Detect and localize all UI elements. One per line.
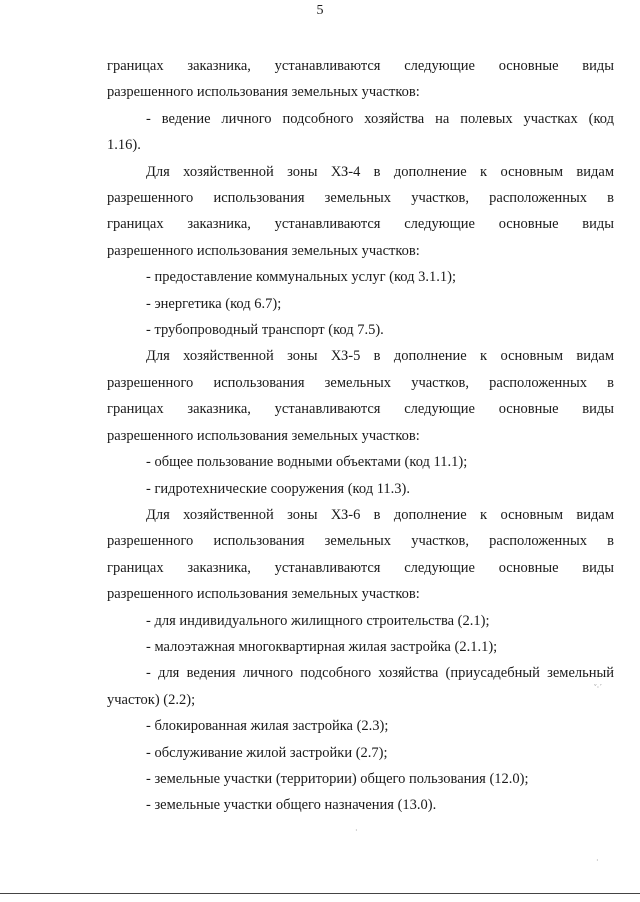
text-line: границах заказника, устанавливаются следующие основные виды [107, 401, 614, 418]
text-line: разрешенного использования земельных участков: [107, 242, 420, 259]
text-line: участок) (2.2); [107, 691, 196, 708]
text-line: границах заказника, устанавливаются следующие основные виды [107, 216, 614, 233]
text-line: разрешенного использования земельных участков: [107, 586, 420, 603]
scan-speck: ˇ·ˊ [594, 683, 602, 692]
text-line: разрешенного использования земельных участков, расположенных в [107, 533, 614, 550]
list-item: - земельные участки общего назначения (13.0). [146, 797, 437, 814]
list-item: - ведение личного подсобного хозяйства на полевых участках (код [146, 110, 614, 127]
text-line: разрешенного использования земельных участков: [107, 84, 420, 101]
scan-speck: · [355, 826, 358, 835]
paragraph-start: Для хозяйственной зоны ХЗ-6 в дополнение к основным видам [146, 506, 614, 523]
text-line: разрешенного использования земельных участков, расположенных в [107, 190, 614, 207]
page-bottom-rule [0, 893, 640, 894]
document-body [107, 53, 614, 819]
text-line: границах заказника, устанавливаются следующие основные виды [107, 559, 614, 576]
page-number: 5 [316, 3, 324, 18]
text-line: разрешенного использования земельных участков, расположенных в [107, 374, 614, 391]
list-item: - трубопроводный транспорт (код 7.5). [146, 322, 384, 339]
list-item: - малоэтажная многоквартирная жилая застройка (2.1.1); [146, 638, 498, 655]
list-item: - энергетика (код 6.7); [146, 295, 282, 312]
list-item: - обслуживание жилой застройки (2.7); [146, 744, 388, 761]
list-item: - для ведения личного подсобного хозяйства (приусадебный земельный [146, 665, 614, 682]
scan-speck: · [596, 856, 599, 865]
list-item: - предоставление коммунальных услуг (код 3.1.1); [146, 269, 456, 286]
list-item: - земельные участки (территории) общего пользования (12.0); [146, 770, 529, 787]
paragraph-start: Для хозяйственной зоны ХЗ-4 в дополнение к основным видам [146, 163, 614, 180]
list-item: - гидротехнические сооружения (код 11.3). [146, 480, 410, 497]
list-item: - общее пользование водными объектами (код 11.1); [146, 454, 468, 471]
text-line: 1.16). [107, 137, 141, 154]
text-line: разрешенного использования земельных участков: [107, 427, 420, 444]
text-line: границах заказника, устанавливаются следующие основные виды [107, 58, 614, 74]
list-item: - для индивидуального жилищного строительства (2.1); [146, 612, 490, 629]
paragraph-start: Для хозяйственной зоны ХЗ-5 в дополнение к основным видам [146, 348, 614, 365]
list-item: - блокированная жилая застройка (2.3); [146, 718, 389, 735]
